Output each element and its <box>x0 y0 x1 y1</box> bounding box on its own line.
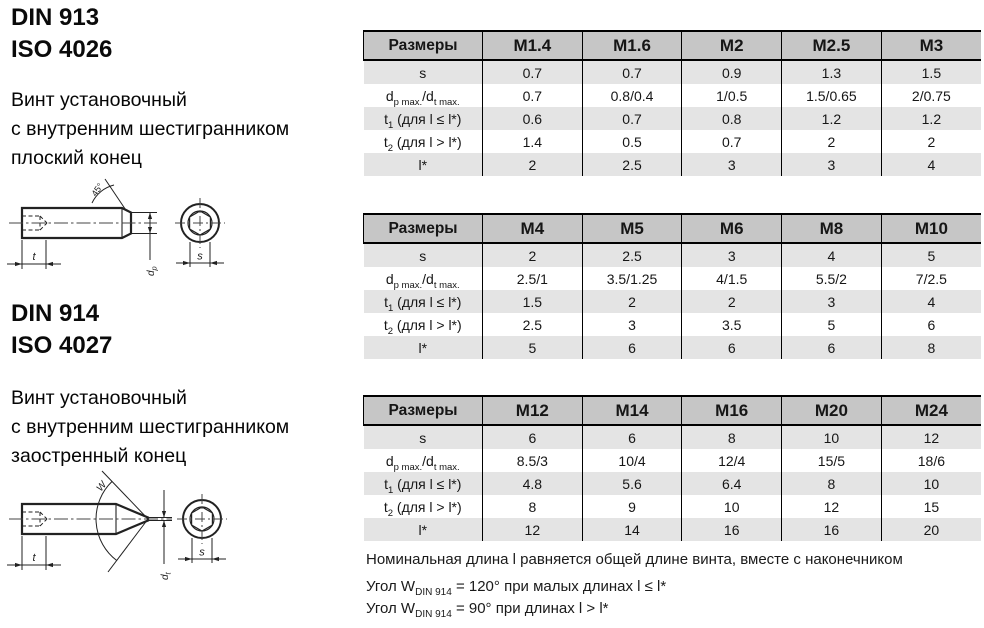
description-line: с внутренним шестигранником <box>11 416 290 438</box>
cell-value: 0.7 <box>582 60 682 84</box>
row-label-text: /d <box>422 452 434 469</box>
cell-value: 10 <box>782 425 882 449</box>
row-label-subscript: t max. <box>433 279 460 291</box>
note-text: = 120° при малых длинах l ≤ l* <box>451 578 667 595</box>
table-row <box>364 267 982 290</box>
row-label <box>364 425 483 449</box>
cell-value: 8 <box>881 336 981 359</box>
table-row <box>364 472 982 495</box>
row-label-subscript: p max. <box>393 279 423 291</box>
iso-number: ISO 4026 <box>11 36 113 63</box>
row-label <box>364 290 483 313</box>
flat-diameter-label-main: d <box>146 270 157 276</box>
row-label <box>364 60 483 84</box>
cell-value: 3.5 <box>682 313 782 336</box>
cone-angle-arc <box>96 482 117 561</box>
hex-width-label: s <box>199 546 205 559</box>
cell-value: 1.3 <box>782 60 882 84</box>
size-column-header: M5 <box>582 214 682 243</box>
cell-value: 15/5 <box>782 449 882 472</box>
cell-value: 2.5 <box>483 313 583 336</box>
end-view-center-lines <box>175 198 225 248</box>
table-row <box>364 153 982 176</box>
cell-value: 0.7 <box>682 130 782 153</box>
cell-value: 2.5/1 <box>483 267 583 290</box>
row-label-text: s <box>419 64 427 81</box>
cell-value: 6 <box>582 425 682 449</box>
row-label <box>364 153 483 176</box>
tip-diameter-label <box>160 571 173 580</box>
table-row <box>364 60 982 84</box>
cell-value: 0.9 <box>682 60 782 84</box>
row-label <box>364 495 483 518</box>
table-row <box>364 313 982 336</box>
cell-value: 6 <box>582 336 682 359</box>
cell-value: 6 <box>881 313 981 336</box>
tip-diameter-label-sub: t <box>163 572 173 575</box>
description-line: плоский конец <box>11 147 142 169</box>
row-label-text: t <box>383 498 388 515</box>
cell-value: 14 <box>582 518 682 541</box>
cell-value: 0.7 <box>483 60 583 84</box>
cell-value: 2.5 <box>582 243 682 267</box>
row-label-text: t <box>384 475 388 492</box>
row-label <box>364 472 483 495</box>
row-label-subscript: t max. <box>433 461 460 473</box>
cell-value: 15 <box>881 495 981 518</box>
cell-value: 1/0.5 <box>682 84 782 107</box>
din-number: DIN 913 <box>11 4 100 31</box>
size-column-header: M14 <box>582 396 682 425</box>
chamfer-angle-label: 45° <box>89 181 106 199</box>
row-label-subscript: 2 <box>387 507 394 519</box>
row-label <box>364 518 483 541</box>
row-label-text: s <box>419 247 427 264</box>
size-column-header: M1.6 <box>582 31 682 60</box>
row-label-subscript: p max. <box>393 96 423 108</box>
table-row <box>364 84 982 107</box>
row-label <box>364 313 483 336</box>
row-label-text: (для l ≤ l*) <box>393 293 462 310</box>
cell-value: 6 <box>483 425 583 449</box>
iso-number: ISO 4027 <box>11 332 113 359</box>
table-row <box>364 290 982 313</box>
note-text: = 90° при длинах l > l* <box>451 600 609 617</box>
row-label <box>364 336 483 359</box>
cone-angle-label: W <box>94 479 110 494</box>
table-row <box>364 495 982 518</box>
size-column-header: M4 <box>483 214 583 243</box>
cell-value: 3 <box>582 313 682 336</box>
row-label-text: t <box>383 316 388 333</box>
cell-value: 2.5 <box>582 153 682 176</box>
dimensions-header: Размеры <box>364 396 483 425</box>
row-label-subscript: 1 <box>387 484 394 496</box>
cell-value: 0.8/0.4 <box>582 84 682 107</box>
row-label-text: l* <box>418 156 428 173</box>
description-line: с внутренним шестигранником <box>11 118 290 140</box>
row-label <box>364 107 483 130</box>
header-row <box>364 31 982 60</box>
flat-diameter-label <box>146 266 159 276</box>
cell-value: 1.5/0.65 <box>782 84 882 107</box>
row-label-subscript: 1 <box>387 119 394 131</box>
row-label-text: (для l > l*) <box>393 498 462 515</box>
size-column-header: M1.4 <box>483 31 583 60</box>
flat-diameter-label-sub: p <box>149 266 159 271</box>
cell-value: 2 <box>881 130 981 153</box>
cell-value: 0.8 <box>682 107 782 130</box>
cell-value: 2 <box>483 153 583 176</box>
description-din914 <box>11 384 289 471</box>
cell-value: 2 <box>582 290 682 313</box>
standard-heading-din914 <box>11 298 112 362</box>
cell-value: 3 <box>682 243 782 267</box>
dt-dimension-lines <box>149 490 172 564</box>
cell-value: 1.5 <box>881 60 981 84</box>
table-row <box>364 425 982 449</box>
row-label-text: d <box>385 452 394 469</box>
socket-depth-label: t <box>32 552 36 564</box>
row-label-text: l* <box>418 521 428 538</box>
cell-value: 8.5/3 <box>483 449 583 472</box>
row-label-text: (для l > l*) <box>393 133 462 150</box>
cell-value: 0.7 <box>483 84 583 107</box>
size-column-header: M2.5 <box>782 31 882 60</box>
note-subscript: DIN 914 <box>415 587 452 598</box>
size-column-header: M8 <box>782 214 882 243</box>
cell-value: 0.7 <box>582 107 682 130</box>
cell-value: 10 <box>881 472 981 495</box>
note-text: Угол W <box>366 578 416 595</box>
row-label-text: t <box>384 110 388 127</box>
cell-value: 9 <box>582 495 682 518</box>
description-line: Винт установочный <box>11 387 187 409</box>
cell-value: 1.4 <box>483 130 583 153</box>
size-column-header: M10 <box>881 214 981 243</box>
cell-value: 5.5/2 <box>782 267 882 290</box>
table-row <box>364 449 982 472</box>
cell-value: 5.6 <box>582 472 682 495</box>
cell-value: 3.5/1.25 <box>582 267 682 290</box>
table-row <box>364 243 982 267</box>
row-label <box>364 267 483 290</box>
row-label-text: s <box>419 429 427 446</box>
cell-value: 4/1.5 <box>682 267 782 290</box>
technical-drawing-flat-point-screw <box>4 172 236 290</box>
size-column-header: M24 <box>881 396 981 425</box>
cell-value: 5 <box>881 243 981 267</box>
row-label-subscript: 2 <box>387 142 394 154</box>
row-label-text: /d <box>422 87 434 104</box>
socket-depth-label: t <box>32 251 36 263</box>
size-column-header: M16 <box>682 396 782 425</box>
cell-value: 4 <box>881 290 981 313</box>
cell-value: 6 <box>682 336 782 359</box>
cell-value: 12 <box>483 518 583 541</box>
size-column-header: M6 <box>682 214 782 243</box>
row-label-text: t <box>383 133 388 150</box>
cell-value: 8 <box>483 495 583 518</box>
description-line: заостренный конец <box>11 445 187 467</box>
cell-value: 3 <box>782 153 882 176</box>
cell-value: 1.2 <box>881 107 981 130</box>
dp-dimension-lines <box>132 213 157 261</box>
note-angle-120 <box>366 578 667 598</box>
row-label-text: d <box>385 270 394 287</box>
cell-value: 6 <box>782 336 882 359</box>
row-label-text: (для l ≤ l*) <box>393 110 462 127</box>
table-row <box>364 107 982 130</box>
row-label-subscript: 2 <box>387 325 394 337</box>
chamfer-leader-line <box>105 179 127 211</box>
size-column-header: M20 <box>782 396 882 425</box>
table-row <box>364 518 982 541</box>
row-label <box>364 243 483 267</box>
standard-heading-din913 <box>11 2 112 66</box>
dimensions-header: Размеры <box>364 214 483 243</box>
cell-value: 12 <box>881 425 981 449</box>
cell-value: 16 <box>682 518 782 541</box>
row-label <box>364 84 483 107</box>
note-angle-90 <box>366 600 609 620</box>
note-text: Угол W <box>366 600 416 617</box>
cell-value: 6.4 <box>682 472 782 495</box>
row-label-subscript: 1 <box>387 302 394 314</box>
cell-value: 10 <box>682 495 782 518</box>
cell-value: 5 <box>483 336 583 359</box>
cell-value: 8 <box>782 472 882 495</box>
row-label-subscript: p max. <box>393 461 423 473</box>
row-label <box>364 449 483 472</box>
cell-value: 0.5 <box>582 130 682 153</box>
cell-value: 3 <box>782 290 882 313</box>
tip-diameter-label-main: d <box>160 574 171 580</box>
cell-value: 4 <box>881 153 981 176</box>
size-column-header: M3 <box>881 31 981 60</box>
size-table-m1_4-m3 <box>363 30 981 176</box>
row-label-text: d <box>385 87 394 104</box>
cell-value: 3 <box>682 153 782 176</box>
row-label-text: /d <box>422 270 434 287</box>
size-column-header: M12 <box>483 396 583 425</box>
cell-value: 4 <box>782 243 882 267</box>
note-nominal-length: Номинальная длина l равняется общей длине винта, вместе с наконечником <box>366 551 903 568</box>
size-column-header: M2 <box>682 31 782 60</box>
cell-value: 2/0.75 <box>881 84 981 107</box>
cell-value: 12 <box>782 495 882 518</box>
technical-drawing-cone-point-screw <box>4 462 236 596</box>
cell-value: 16 <box>782 518 882 541</box>
cell-value: 20 <box>881 518 981 541</box>
size-table-m12-m24 <box>363 395 981 541</box>
cell-value: 2 <box>483 243 583 267</box>
row-label-text: (для l > l*) <box>393 316 462 333</box>
description-line: Винт установочный <box>11 89 187 111</box>
hex-width-label: s <box>197 250 203 263</box>
row-label-text: l* <box>418 339 428 356</box>
cell-value: 5 <box>782 313 882 336</box>
cell-value: 2 <box>682 290 782 313</box>
cell-value: 7/2.5 <box>881 267 981 290</box>
row-label-subscript: t max. <box>433 96 460 108</box>
description-din913 <box>11 86 289 173</box>
size-table-m4-m10 <box>363 213 981 359</box>
dimensions-header: Размеры <box>364 31 483 60</box>
note-subscript: DIN 914 <box>415 609 452 620</box>
header-row <box>364 396 982 425</box>
row-label <box>364 130 483 153</box>
table-row <box>364 336 982 359</box>
cell-value: 1.2 <box>782 107 882 130</box>
row-label-text: (для l ≤ l*) <box>393 475 462 492</box>
end-view-center-lines <box>177 494 227 544</box>
cell-value: 4.8 <box>483 472 583 495</box>
cell-value: 1.5 <box>483 290 583 313</box>
cell-value: 2 <box>782 130 882 153</box>
din-number: DIN 914 <box>11 300 100 327</box>
cell-value: 18/6 <box>881 449 981 472</box>
row-label-text: t <box>384 293 388 310</box>
cell-value: 10/4 <box>582 449 682 472</box>
table-row <box>364 130 982 153</box>
cell-value: 12/4 <box>682 449 782 472</box>
header-row <box>364 214 982 243</box>
cell-value: 8 <box>682 425 782 449</box>
cell-value: 0.6 <box>483 107 583 130</box>
cone-angle-rays <box>102 471 148 572</box>
